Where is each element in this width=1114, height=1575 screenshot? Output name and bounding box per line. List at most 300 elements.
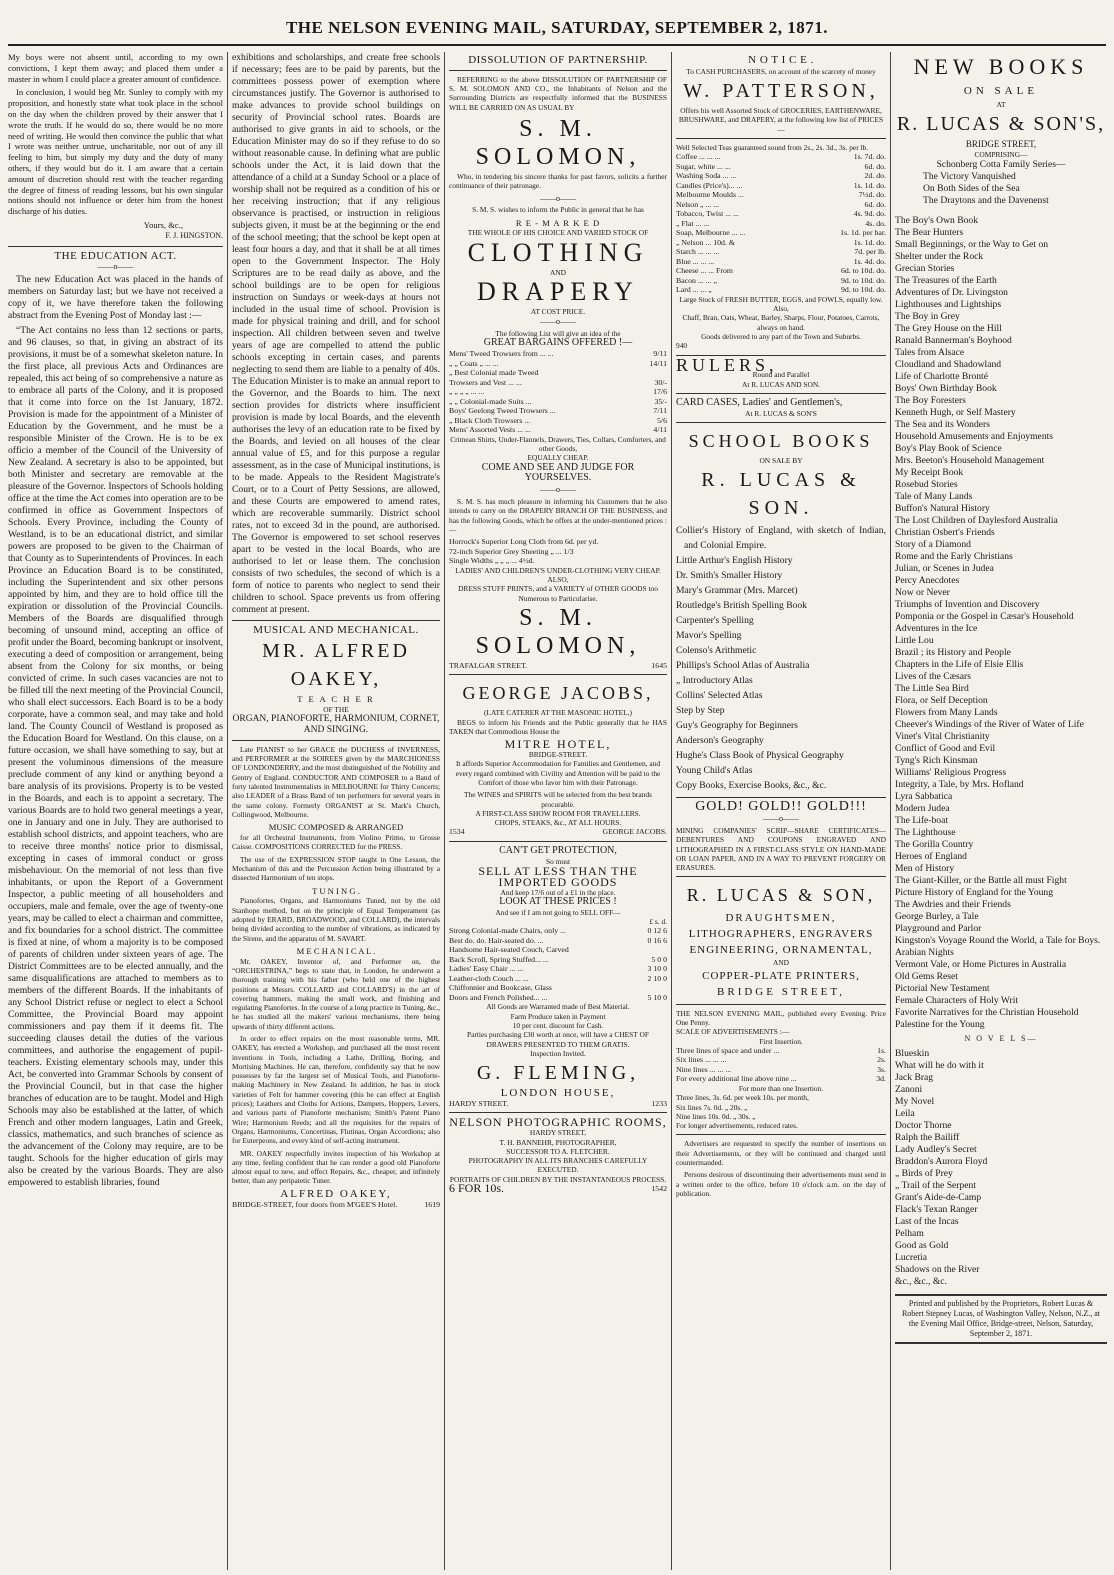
lucas-street: BRIDGE STREET,: [717, 985, 845, 998]
novel-title: Good as Gold: [895, 1240, 949, 1252]
price-row: Leather-cloth Couch ... ... 2 10 0: [449, 973, 667, 983]
book-title: Modern Judea: [895, 803, 950, 815]
rate-row: For every additional line above nine ... 3d.: [676, 1074, 886, 1084]
book-title: Tales from Alsace: [895, 347, 965, 359]
oakey-instruments: ORGAN, PIANOFORTE, HARMONIUM, CORNET, AND SINGING.: [232, 713, 440, 735]
price-row: Handsome Hair-seated Couch, Carved: [449, 945, 569, 955]
book-title: Collins' Selected Atlas: [676, 690, 763, 702]
newbooks-name: R. LUCAS & SON'S,: [896, 113, 1106, 136]
fleming-chest: Parties purchasing £30 worth at once, will have a CHEST OF DRAWERS PRESENTED TO THEM GRATIS.: [467, 1030, 649, 1049]
price-row: Cheese ... ... From 6d. to 10d. do.: [676, 266, 886, 276]
price-row: Starch ... ... ... 7d. per lb.: [676, 247, 886, 257]
ornament-rule: ——o——: [97, 262, 134, 272]
book-title: Story of a Diamond: [895, 539, 971, 551]
novel-title: Flack's Texan Ranger: [895, 1204, 978, 1216]
divider: [676, 1134, 886, 1135]
mail-discontinue: Persons desirous of discontinuing their advertisements must send in a written order to the office, before 10 o'clock a.m. on the day of publication.: [676, 1170, 886, 1198]
mail-scale: SCALE OF ADVERTISEMENTS :—: [676, 1027, 790, 1037]
book-title: Conflict of Good and Evil: [895, 743, 996, 755]
ad-number: 1542: [651, 1184, 667, 1193]
school-name: R. LUCAS & SON.: [701, 469, 861, 520]
solomon-and: AND: [549, 267, 566, 277]
oakey-paragraph: MR. OAKEY respectfully invites inspection of his Workshop at any time, feeling confident that he can render a good old Pianoforte almost equal to new, and effect Repairs, &c., cheaper, and infinitely better, than any peripatetic Tuner.: [232, 1148, 440, 1186]
rate-row: Nine lines ... ... ... 3s.: [676, 1064, 886, 1074]
price-row: Coffee ... ... ... 1s. 7d. do.: [676, 152, 886, 162]
fleming-warranted: All Goods are Warranted made of Best Material.: [486, 1002, 630, 1012]
price-row: Washing Soda ... ... 2d. do.: [676, 171, 886, 181]
book-title: Percy Anecdotes: [895, 575, 960, 587]
mail-longer: For longer advertisements, reduced rates.: [676, 1121, 798, 1131]
fleming-discount: 10 per cent. discount for Cash.: [512, 1020, 604, 1030]
book-title: Williams' Religious Progress: [895, 767, 1007, 779]
patterson-also: Also,: [773, 304, 789, 314]
book-title: Tale of Many Lands: [895, 491, 973, 503]
solomon-bargains: GREAT BARGAINS OFFERED !—: [483, 337, 633, 349]
ad-number: 1233: [651, 1098, 667, 1108]
jacobs-paragraph: BEGS to inform his Friends and the Public generally that he HAS TAKEN that Commodious House the: [449, 717, 667, 736]
newbooks-street: BRIDGE STREET,: [965, 139, 1037, 150]
column-4: [676, 52, 886, 1570]
fleming-produce: Farm Produce taken in Payment: [510, 1011, 606, 1021]
mail-advertisers: Advertisers are requested to specify the number of insertions on their Advertisements, or they will be continued and charged until countermanded.: [676, 1139, 886, 1167]
book-title: The Grey House on the Hill: [895, 323, 1002, 335]
ornament-rule: ——o——: [540, 485, 576, 495]
letter-paragraph: In conclusion, I would beg Mr. Sunley to comply with my proposition, and honestly state what took place in the school on the day when the children proved by their answer that I wrote the truth. If he would do so, there would be no more need of writing. He would then convince the public that what I wrote was neither untrue, uncharitable, nor out of any ill feeling to him, but simply my duty and the duty of many others, if they would but do it. I am aware that a certain amount of discretion should rest with the teacher regarding the degree of fitness of reading lessons, but his own singular notions should not influence or deter him from the honest discharge of his duties.: [8, 87, 223, 217]
solomon-cheap: EQUALLY CHEAP.: [527, 453, 589, 463]
lucas-lithographers: LITHOGRAPHERS, ENGRAVERS: [688, 928, 874, 941]
book-title: Adventures in the Ice: [895, 623, 978, 635]
letter-signature: F. J. HINGSTON.: [165, 230, 223, 240]
divider: [449, 70, 667, 71]
price-row: „ Best Colonial made Tweed: [449, 368, 539, 378]
book-title: The Lighthouse: [895, 827, 956, 839]
photo-branches: PHOTOGRAPHY IN ALL ITS BRANCHES CAREFULLY EXECUTED.: [468, 1156, 648, 1175]
novel-title: Ralph the Bailiff: [895, 1132, 960, 1144]
fleming-cant: CAN'T GET PROTECTION,: [499, 844, 617, 856]
patterson-price-list: [676, 152, 886, 295]
price-row: „ „ „ „ ... ... 17/6: [449, 387, 667, 397]
novel-title: &c., &c., &c.: [895, 1276, 947, 1288]
fleming-look: LOOK AT THESE PRICES !: [499, 895, 617, 907]
imprint: Printed and published by the Proprietors, Robert Lucas & Robert Stepney Lucas, of Washington Valley, Nelson, N.Z., at the Evening Mail Office, Bridge-street, Nelson, Saturday, September 2, 1871.: [895, 1294, 1107, 1344]
lucas-engineering: ENGINEERING, ORNAMENTAL,: [689, 944, 873, 957]
divider: [232, 620, 440, 621]
column-rule: [227, 52, 228, 1570]
jacobs-street: BRIDGE-STREET.: [528, 750, 588, 760]
solomon-whole-stock: THE WHOLE OF HIS CHOICE AND VARIED STOCK OF: [467, 228, 649, 238]
book-title: Arabian Nights: [895, 947, 954, 959]
novels-list: [895, 1048, 1107, 1288]
ad-number: 1645: [651, 660, 667, 670]
photo-price: 6 FOR 10s.: [449, 1181, 505, 1195]
divider: [449, 1112, 667, 1113]
solomon-list-intro: The following List will give an idea of the: [495, 329, 621, 339]
price-row: „ „ Coats „ ... ... 14/11: [449, 358, 667, 368]
book-title: The Treasures of the Earth: [895, 275, 997, 287]
novel-title: „ Trail of the Serpent: [895, 1180, 977, 1192]
oakey-paragraph: In order to effect repairs on the most reasonable terms, MR. OAKEY, has erected a Workshop, and purchased all the most recent inventions in Tools, including a Lathe, Drilling, Boring, and Mortising Machines. He can, therefore, confidently say that he now possesses by far the largest set of Musical Tools, and Pianoforte-making Machinery in New Zealand. In addition, he has in stock varieties of Felt for hammer covering (this he can effect at English prices); Leathers and Cloths for Actions, Dampers, Hoppers, Levers, and various parts of Pianoforte mechanism; Smith's Patent Piano Wire; Harmonium Reeds; and all the requisites for the repairs of Organs, Harmoniums, Concertinas, Flutinas, Organ Accordions; also for Euterpeons, and every kind of self-acting instrument.: [232, 1034, 440, 1146]
price-row: Doors and French Polished... ... 5 10 0: [449, 992, 667, 1002]
book-title: Christian Osbert's Friends: [895, 527, 995, 539]
solomon-name-footer: S. M. SOLOMON,: [475, 604, 641, 659]
price-row: Mens' Tweed Trowsers from ... ... 9/11: [449, 349, 667, 359]
column-rule: [671, 52, 672, 1570]
book-title: The Life-boat: [895, 815, 949, 827]
mail-three: Three lines, 3s. 6d. per week 10s. per month,: [676, 1093, 809, 1103]
rulers-at: At R. LUCAS AND SON.: [741, 379, 821, 389]
book-title: Young Child's Atlas: [676, 765, 753, 777]
price-row: Melbourne Moulds ... 7½d. do.: [676, 190, 886, 200]
fleming-sell: SELL AT LESS THAN THE IMPORTED GOODS: [478, 864, 638, 889]
education-body: “The Act contains no less than 12 sections or parts, and 96 clauses, so that, in giving an abstract of its provisions, it must be of a somewhat skeleton nature. In the first place, all previous Acts and Ordinances are repealed, this act being of so comprehensive a nature as to embrace all parts of the Colony, and it is proposed that it come into force on the 1st January, 1872. Provision is made for the appointment of a Minister of Education by the Government, and he must be a responsible Minister of the Crown. He is to be ex officio a member of the Council of the University of New Zealand. A secretary is also to be appointed, but both Minister and secretary are removable at the pleasure of the Governor. Inspectors of Schools holding office at the time the Act comes into operation are to be confirmed in office as Government Inspectors of Schools. Every Province, including the County of Westland, is to be an educational district, and similar powers are proposed to be given to the Chairman of that County as to Superintendents of Provinces. In each Province an Education Board is to be constituted, including the Superintendent and six other persons appointed by him, and they are to hold office till the expiration or dissolution of the Provincial Councils. Members of the Boards are disqualified through becoming of unsound mind, accepting an office of profit under the Board, becoming bankrupt or insolvent, executing a deed of composition or arrangement, being absent from the Colony for six months, or being convicted of crime. In such cases vacancies are not to be filled till the next meeting of the Provincial Council, who shall elect successors. Each Board is to be a body corporate, have a common seal, and may take and hold land. The County Council of Westland is proposed as the Education Board for Westland. On this clause, on a future occasion, we shall have something to say, but at present the voluminous dimensions of the measure preclude comment of any kind or anything beyond a bare analysis of its provisions. Property is to be vested in the Boards, and each is to appoint a secretary. The various Boards are to hold two general meetings a year, one in January and one in July. They are authorised to establish school districts, and appoint teachers, who are to receive three months' notice prior to dismissal, excepting in cases of immoral conduct or gross misbehaviour. On the memorial of not less than five inhabitants, or upon the Report of a Government Inspector, a public meeting of all householders and occupiers, male and female, over the age of twenty-one years, may be called to elect a chairman and committee, and fix boundaries for a school district. The committee is fixed at nine, of whom a majority is to be composed of parents of children under sixteen years of age. The District Committees are to be elected annually, and the same disqualifications are attached to members as to members of the different Boards. If the inhabitants of any School District refuse or neglect to elect a School Committee, the Provincial Board may appoint commissioners and pay them if it deems fit. The succeeding clauses detail the duties of the various committees, and authorise the engagement of pupil-teachers. Existing elementary schools may, under this Act, be converted into Grammar Schools by consent of the Provincial Council, but in that case the higher branches of education are to be taught. Model and High Schools may also be established at the latter, of which French and other modern languages, Latin and Greek, classics, mathematics, and such branches of science as the advancement of the Colony may require, are to be taught. Schools for the higher education of girls may also be created by the various Boards. They are also empowered to establish libraries, found: [8, 325, 223, 1189]
book-title: Routledge's British Spelling Book: [676, 600, 807, 612]
book-title: Little Lou: [895, 635, 934, 647]
book-title: Chapters in the Life of Elsie Ellis: [895, 659, 1024, 671]
column-3: [449, 52, 667, 1570]
mail-six: Six lines 7s. 0d. „ 20s. „: [676, 1102, 748, 1112]
oakey-heading: MUSICAL AND MECHANICAL.: [253, 624, 419, 636]
masthead-rule: [8, 44, 1106, 46]
mail-more: For more than one Insertion.: [738, 1083, 824, 1093]
price-row: Trowsers and Vest ... ... 30/-: [449, 377, 667, 387]
mail-published: THE NELSON EVENING MAIL, published every Evening. Price One Penny.: [676, 1008, 886, 1028]
gold-heading: GOLD! GOLD!! GOLD!!!: [695, 799, 867, 815]
book-title: Integrity, a Tale, by Mrs. Hofland: [895, 779, 1024, 791]
book-title: Pictorial New Testament: [895, 983, 990, 995]
patterson-offers: Offers his well Assorted Stock of GROCERIES, EARTHENWARE, BRUSHWARE, and DRAPERY, at the following low list of PRICES—: [678, 106, 884, 134]
cards-at: At R. LUCAS & SON'S: [745, 408, 817, 418]
divider: [8, 246, 223, 247]
book-title: Palestine for the Young: [895, 1019, 985, 1031]
ad-number: 1534: [449, 827, 465, 837]
price-row: Lard ... ... „ 9d. to 10d. do.: [676, 285, 886, 295]
book-title: Boy's Play Book of Science: [895, 443, 1002, 455]
series-title: The Draytons and the Davenenst: [923, 195, 1049, 207]
book-title: Life of Charlotte Bronté: [895, 371, 988, 383]
solomon-paragraph: REFERRING to the above DISSOLUTION OF PARTNERSHIP OF S. M. SOLOMON AND CO., the Inhabitants of Nelson and the Surrounding Districts are respectfully informed that the BUSINESS WILL BE CARRIED ON AS USUAL BY: [449, 74, 667, 112]
novel-title: Grant's Aide-de-Camp: [895, 1192, 982, 1204]
divider: [449, 674, 667, 675]
patterson-teas: Well Selected Teas guaranteed sound from 2s., 2s. 3d., 3s. per lb.: [676, 142, 869, 152]
novel-title: Lady Audley's Secret: [895, 1144, 977, 1156]
book-title: Flowers from Many Lands: [895, 707, 998, 719]
divider: [676, 797, 886, 798]
rulers-detail: Round and Parallel: [752, 370, 810, 380]
book-title: Step by Step: [676, 705, 725, 717]
book-title: Shelter under the Rock: [895, 251, 984, 263]
book-title: Kenneth Hugh, or Self Mastery: [895, 407, 1016, 419]
book-title: Brazil ; its History and People: [895, 647, 1011, 659]
price-row: Candles (Price's)... ... 1s. 1d. do.: [676, 180, 886, 190]
book-title: Mary's Grammar (Mrs. Marcet): [676, 585, 798, 597]
price-row: Strong Colonial-made Chairs, only ... 0 12 6: [449, 926, 667, 936]
oakey-name: MR. ALFRED OAKEY,: [262, 639, 410, 690]
book-title: The Awdries and their Friends: [895, 899, 1011, 911]
book-title: The Boy Foresters: [895, 395, 966, 407]
oakey-paragraph: The use of the EXPRESSION STOP taught in One Lesson, the Mechanism of this and the Percussion Action being illustrated by a dissected Harmonium of ten stops.: [232, 854, 440, 883]
book-title: Adventures of Dr. Livingston: [895, 287, 1008, 299]
solomon-paragraph: Who, in tendering his sincere thanks for past favors, solicits a further continuance of their patronage.: [449, 171, 667, 191]
newbooks-list: [895, 215, 1107, 1031]
column-rule: [890, 52, 891, 1570]
fleming-inspection: Inspection Invited.: [530, 1048, 586, 1058]
price-row: „ Flat ... ... 4s. do.: [676, 218, 886, 228]
ad-number: 1619: [424, 1199, 440, 1209]
solomon-remarked: R E - M A R K E D: [515, 217, 601, 228]
newspaper-title: THE NELSON EVENING MAIL, SATURDAY, SEPTEMBER 2, 1871.: [285, 18, 829, 37]
novel-title: Braddon's Aurora Floyd: [895, 1156, 988, 1168]
book-title: Lives of the Cæsars: [895, 671, 971, 683]
solomon-judge: COME AND SEE AND JUDGE FOR YOURSELVES.: [481, 461, 635, 484]
oakey-paragraph: for all Orchestral Instruments, from Violino Primo, to Grosse Caisse. COMPOSITIONS CORRECTED for the PRESS.: [232, 833, 440, 852]
oakey-tuning: T U N I N G .: [312, 885, 360, 896]
gold-paragraph: MINING COMPANIES' SCRIP—SHARE CERTIFICATES—DEBENTURES AND COUPONS ENGRAVED AND LITHOGRAPHED IN A FIRST-CLASS STYLE ON HAND-MADE OR LOAN PAPER, AND IN A WAY TO PREVENT FORGERY OR ERASURES.: [676, 825, 886, 873]
school-sale: ON SALE BY: [759, 456, 803, 466]
book-title: Household Amusements and Enjoyments: [895, 431, 1054, 443]
mail-first: First Insertion.: [759, 1036, 803, 1046]
lucas-and: AND: [772, 958, 789, 968]
jacobs-name: GEORGE JACOBS,: [462, 683, 654, 704]
column-1: [8, 52, 223, 1570]
book-title: Pomponia or the Gospel in Cæsar's Household: [895, 611, 1074, 623]
book-title: Kingston's Voyage Round the World, a Tale for Boys.: [895, 935, 1101, 947]
book-title: The Bear Hunters: [895, 227, 964, 239]
book-title: Mrs. Beeton's Household Management: [895, 455, 1045, 467]
book-title: Playground and Parlor: [895, 923, 982, 935]
oakey-mechanical: M E C H A N I C A L .: [296, 945, 376, 956]
book-title: Triumphs of Invention and Discovery: [895, 599, 1040, 611]
book-title: Mavor's Spelling: [676, 630, 742, 642]
notice-heading: N O T I C E .: [748, 54, 814, 66]
solomon-also: ALSO,: [547, 575, 569, 585]
book-title: Vermont Vale, or Home Pictures in Australia: [895, 959, 1067, 971]
fleming-see: And see if I am not going to SELL OFF—: [495, 907, 621, 917]
book-title: Picture History of England for the Young: [895, 887, 1054, 899]
book-title: Cloudland and Shadowland: [895, 359, 1002, 371]
photo-portraits: PORTRAITS OF CHILDREN BY THE INSTANTANEOUS PROCESS.: [449, 1174, 667, 1184]
book-title: Heroes of England: [895, 851, 967, 863]
novel-title: Doctor Thorne: [895, 1120, 952, 1132]
solomon-cost: AT COST PRICE.: [530, 307, 586, 317]
book-title: Collier's History of England, with sketch of Indian, and Colonial Empire.: [676, 525, 886, 552]
price-row: „ Black Cloth Trowsers ... 5/6: [449, 415, 667, 425]
solomon-price-list: [449, 349, 667, 435]
divider: [676, 422, 886, 423]
education-heading: THE EDUCATION ACT.: [54, 249, 177, 262]
patterson-cash: To CASH PURCHASERS, on account of the scarcety of money: [686, 66, 876, 76]
book-title: Carpenter's Spelling: [676, 615, 754, 627]
masthead: [0, 0, 1114, 44]
price-row: Mens' Assorted Vests ... ... 4/11: [449, 425, 667, 435]
ornament-rule: ——o——: [540, 193, 576, 203]
price-row: „ „ Colonial-made Suits ... 35/-: [449, 396, 667, 406]
book-title: „ Introductory Atlas: [676, 675, 753, 687]
patterson-butter: Large Stock of FRESH BUTTER, EGGS, and FOWLS, equally low.: [679, 294, 883, 304]
rulers-name: RULERS,: [676, 354, 778, 375]
newbooks-on-sale: ON SALE: [963, 85, 1039, 97]
book-title: The Boy in Grey: [895, 311, 960, 323]
book-title: The Boy's Own Book: [895, 215, 979, 227]
novel-title: Pelham: [895, 1228, 924, 1240]
book-title: Cheever's Windings of the River of Water of Life: [895, 719, 1084, 731]
ornament-rule: ——o——: [763, 814, 799, 824]
lucas-copper: COPPER-PLATE PRINTERS,: [702, 969, 860, 982]
novels-heading: N O V E L S—: [964, 1034, 1038, 1044]
novel-title: Leila: [895, 1108, 915, 1120]
rate-row: Six lines ... ... ... 2s.: [676, 1055, 886, 1065]
book-title: Little Arthur's English History: [676, 555, 793, 567]
education-continued: exhibitions and scholarships, and create free schools if necessary; fees are to be paid by parents, but the committees possess power of exemption where circumstances justify. The Governor is authorised to make advances to provide school buildings on security of Provincial school rates. Boards are authorised to give grants in aid to schools, or the Education Minister may do so if they refuse to do so without reasonable cause. In defining what are public schools under the Act, it is laid down that the attendance of a child at a Sunday School or a place of worship shall not be required as a condition of his or her receiving instruction; that if any religious observance is practised, or instruction in religious subjects given, it must be at the beginning or the end of the school meeting; that the school be kept open at least four hours a day, and that it shall be at all times open to the Government Inspector. The Holy Scriptures are to be read daily as above, and the school buildings are to be open for religious instruction on Sundays or week-days at hours not included in the usual time of school. Provision is made for physical training and drill, and for school inspection. All children between seven and twelve years of age are compelled to attend the public schools excepting in certain cases, and parents neglecting to send them are liable to a penalty of 40s. The Education Minister is to make an annual report to the Governor, and the Boards to him. The next section provides for districts where insufficient provision is made by local Boards, and the eleventh authorises the levy of an education rate to be fixed by the Boards, and levied on all houses of the clear annual value of £5, and for this purpose a regular assessment, as in the case of Municipal institutions, is to be made. Appeals to the Resident Magistrate's Court, or to a Court of Petty Sessions, are allowed, and these Courts are empowered to amend rates, which are recoverable summarily. District school rates, not to exceed 3d in the pound, are authorised. The Governor is empowered to set school reserves apart to be vested in the local Boards, who are authorised to let or lease them. The conclusion consists of two schedules, the second of which is a form of notice to parents who neglect to send their children to school. Space prevents us from offering comment at present.: [232, 52, 440, 615]
solomon-paragraph: S. M. S. wishes to inform the Public in general that he has: [472, 205, 644, 215]
oakey-of-the: OF THE: [323, 704, 349, 714]
price-row: Tobacco, Twist ... ... 4s. 9d. do.: [676, 209, 886, 219]
price-row: Nelson „ ... ... 6d. do.: [676, 199, 886, 209]
book-title: Phillips's School Atlas of Australia: [676, 660, 810, 672]
price-row: Blue ... ... ... 1s. 4d. do.: [676, 256, 886, 266]
jacobs-late: (LATE CATERER AT THE MASONIC HOTEL,): [484, 708, 632, 718]
book-title: Female Characters of Holy Writ: [895, 995, 1019, 1007]
novel-title: Last of the Incas: [895, 1216, 959, 1228]
book-title: The Giant-Killer, or the Battle all must Fight: [895, 875, 1067, 887]
series-title: The Victory Vanquished: [923, 171, 1016, 183]
divider: [676, 138, 886, 139]
price-row: „ Nelson ... 10d. & 1s. 1d. do.: [676, 237, 886, 247]
newbooks-series: Schonberg Cotta Family Series—: [936, 159, 1066, 171]
series-title: On Both Sides of the Sea: [923, 183, 1020, 195]
divider: [449, 841, 667, 842]
photo-name: NELSON PHOTOGRAPHIC ROOMS,: [449, 1115, 667, 1130]
fleming-price-list: [449, 926, 667, 1002]
book-title: The Sea and its Wonders: [895, 419, 990, 431]
divider: [232, 740, 440, 741]
oakey-paragraph: Pianofortes, Organs, and Harmoniums Tuned, not by the old Stanhope method, but on the principle of Equal Temperament (as adopted by ERARD, BROADWOOD, and COLLARD), the intervals being divided according to the number of vibrations, as indicated by the Sirene, and the apparatus of M. SAVART.: [232, 896, 440, 943]
ornament-rule: ——o——: [540, 317, 576, 327]
book-title: Lighthouses and Lightships: [895, 299, 1002, 311]
jacobs-hotel: MITRE HOTEL,: [504, 737, 612, 752]
jacobs-signature: GEORGE JACOBS.: [602, 827, 667, 837]
lucas-draughtsmen: DRAUGHTSMEN,: [725, 912, 837, 925]
book-title: Hughe's Class Book of Physical Geography: [676, 750, 844, 762]
book-title: Anderson's Geography: [676, 735, 764, 747]
school-book-list: [676, 523, 886, 793]
novel-title: Blueskin: [895, 1048, 930, 1060]
education-intro: The new Education Act was placed in the hands of members on Saturday last; but we have not received a copy of it, we have therefore taken the following abstract from the Evening Post of Monday last :—: [8, 274, 223, 322]
oakey-address: BRIDGE-STREET, four doors from M'GEE'S Hotel.: [232, 1199, 398, 1209]
book-title: Old Gems Reset: [895, 971, 958, 983]
fleming-so: So must: [545, 856, 571, 866]
book-title: My Receipt Book: [895, 467, 964, 479]
mail-nine: Nine lines 10s. 0d. „ 30s. „: [676, 1111, 756, 1121]
price-row: Sugar, white ... ... 6d. do.: [676, 161, 886, 171]
cloth-row: Single Widths „ „ „ ... 4½d.: [449, 556, 535, 566]
price-row: Ladies' Easy Chair ... ... 3 10 0: [449, 964, 667, 974]
newbooks-comprising: COMPRISING—: [974, 150, 1028, 160]
price-row: Back Scroll, Spring Stuffed... ... 5 0 0: [449, 954, 667, 964]
oakey-paragraph: Mr. OAKEY, Inventor of, and Performer on, the “ORCHESTRINA,” begs to state that, in London, he underwent a thorough training with his father (who held one of the highest positions at Messrs. COLLARD and COLLARD'S) in the art of covering hammers, making the small work, and finishing and regulating Pianofortes. In the course of a long practice in Tuning, &c., he has studied all the makers' various mechanisms, there being upwards of thirty different actions.: [232, 956, 440, 1031]
fleming-keep: And keep 17/6 out of a £1 in the place.: [500, 887, 616, 897]
column-2: [232, 52, 440, 1570]
book-title: The Little Sea Bird: [895, 683, 969, 695]
letter-paragraph: My boys were not absent until, according to my own convictions, I kept them away; and placed them under a master in whom I could place a greater amount of confidence.: [8, 52, 223, 84]
novel-title: My Novel: [895, 1096, 935, 1108]
newbooks-at: AT: [996, 100, 1006, 109]
oakey-signature: ALFRED OAKEY,: [280, 1187, 392, 1200]
column-5: [895, 52, 1107, 1570]
cloth-row: 72-inch Superior Grey Sheeting „ ... 1/3: [449, 546, 574, 556]
photo-street: HARDY STREET,: [529, 1128, 587, 1138]
book-title: Small Beginnings, or the Way to Get on: [895, 239, 1049, 251]
novel-title: Jack Brag: [895, 1072, 934, 1084]
book-title: George Burley, a Tale: [895, 911, 979, 923]
book-title: Now or Never: [895, 587, 950, 599]
solomon-shirts: Crimean Shirts, Under-Flannels, Drawers, Ties, Collars, Comforters, and other Goods,: [450, 434, 666, 454]
lucas-name: R. LUCAS & SON,: [686, 885, 876, 906]
book-title: Ranald Bannerman's Boyhood: [895, 335, 1012, 347]
oakey-paragraph: Late PIANIST to her GRACE the DUCHESS of INVERNESS, and PERFORMER at the SOIREES given by the MARCHIONESS OF LONDONDERRY, and the most distinguished of the Nobility and Gentry of England. CONDUCTOR AND COMPOSER to a Band of forty talented Instrumentalists in MELBOURNE for Thirty Concerts; also LEADER of a Brass Band of ten performers for several years in the same colony. Formerly ORGANIST at St. Mark's Church, Collingwood, Melbourne.: [232, 744, 440, 819]
book-title: The Lost Children of Daylesford Australia: [895, 515, 1058, 527]
price-row: Soap, Melbourne ... ... 1s. 1d. per bar.: [676, 228, 886, 238]
price-row: Bacon ... ... „ 9d. to 10d. do.: [676, 275, 886, 285]
fleming-name: G. FLEMING,: [476, 1062, 640, 1085]
novel-title: What will he do with it: [895, 1060, 984, 1072]
book-title: Guy's Geography for Beginners: [676, 720, 798, 732]
book-title: Colenso's Arithmetic: [676, 645, 757, 657]
school-heading: SCHOOL BOOKS: [688, 431, 874, 452]
divider: [676, 1004, 886, 1005]
fleming-house: LONDON HOUSE,: [500, 1087, 616, 1100]
book-title: Men of History: [895, 863, 955, 875]
book-title: Rosebud Stories: [895, 479, 958, 491]
jacobs-wines: The WINES and SPIRITS will be selected from the best brands procurable.: [464, 790, 652, 809]
patterson-delivery: Goods delivered to any part of the Town and Suburbs.: [701, 331, 861, 341]
divider: [676, 393, 886, 394]
photo-successor: SUCCESSOR TO A. FLETCHER.: [506, 1146, 610, 1156]
dissolution-heading: DISSOLUTION OF PARTNERSHIP.: [468, 54, 648, 66]
book-title: Flora, or Self Deception: [895, 695, 988, 707]
book-title: Lyra Sabbatica: [895, 791, 953, 803]
price-row: Chiffonnier and Bookcase, Glass: [449, 983, 552, 993]
novel-title: „ Birds of Prey: [895, 1168, 953, 1180]
letter-closing: Yours, &c.,: [143, 219, 183, 230]
book-title: Dr. Smith's Smaller History: [676, 570, 783, 582]
cloth-row: Horrock's Superior Long Cloth from 6d. per yd.: [449, 537, 599, 547]
solomon-street: TRAFALGAR STREET.: [449, 660, 528, 670]
solomon-name: S. M. SOLOMON,: [475, 115, 641, 170]
novel-title: Shadows on the River: [895, 1264, 980, 1276]
solomon-dress: DRESS STUFF PRINTS, and a VARIETY of OTHER GOODS too Numerous to Particularise.: [458, 584, 658, 603]
rate-row: Three lines of space and under ... 1s.: [676, 1045, 886, 1055]
jacobs-paragraph: It affords Superior Accommodation for Families and Gentlemen, and every regard combined with Civility and Attention will be paid to the Comfort of those who favor him with their Patronage.: [455, 759, 661, 787]
solomon-under-clothing: LADIES' AND CHILDREN'S UNDER-CLOTHING VERY CHEAP.: [455, 565, 661, 575]
jacobs-chops: CHOPS, STEAKS, &c., AT ALL HOURS.: [494, 818, 622, 828]
oakey-teacher: T E A C H E R: [297, 693, 375, 704]
book-title: Rome and the Early Christians: [895, 551, 1013, 563]
book-title: Boys' Own Birthday Book: [895, 383, 997, 395]
price-row: Boys' Geelong Tweed Trowsers ... 7/11: [449, 406, 667, 416]
book-title: Vinet's Vital Christianity: [895, 731, 990, 743]
book-title: Julian, or Scenes in Judea: [895, 563, 994, 575]
jacobs-showroom: A FIRST-CLASS SHOW ROOM FOR TRAVELLERS.: [475, 808, 641, 818]
novel-title: Zanoni: [895, 1084, 923, 1096]
book-title: Copy Books, Exercise Books, &c., &c.: [676, 780, 827, 792]
patterson-name: W. PATTERSON,: [683, 80, 879, 103]
book-title: Buffon's Natural History: [895, 503, 990, 515]
solomon-drapery: DRAPERY: [477, 277, 639, 307]
cards-text: CARD CASES, Ladies' and Gentlemen's,: [676, 396, 843, 408]
photo-banner: T. H. BANNEHR, PHOTOGRAPHER,: [499, 1137, 617, 1147]
book-title: Tyng's Rich Kinsman: [895, 755, 978, 767]
divider: [676, 876, 886, 877]
